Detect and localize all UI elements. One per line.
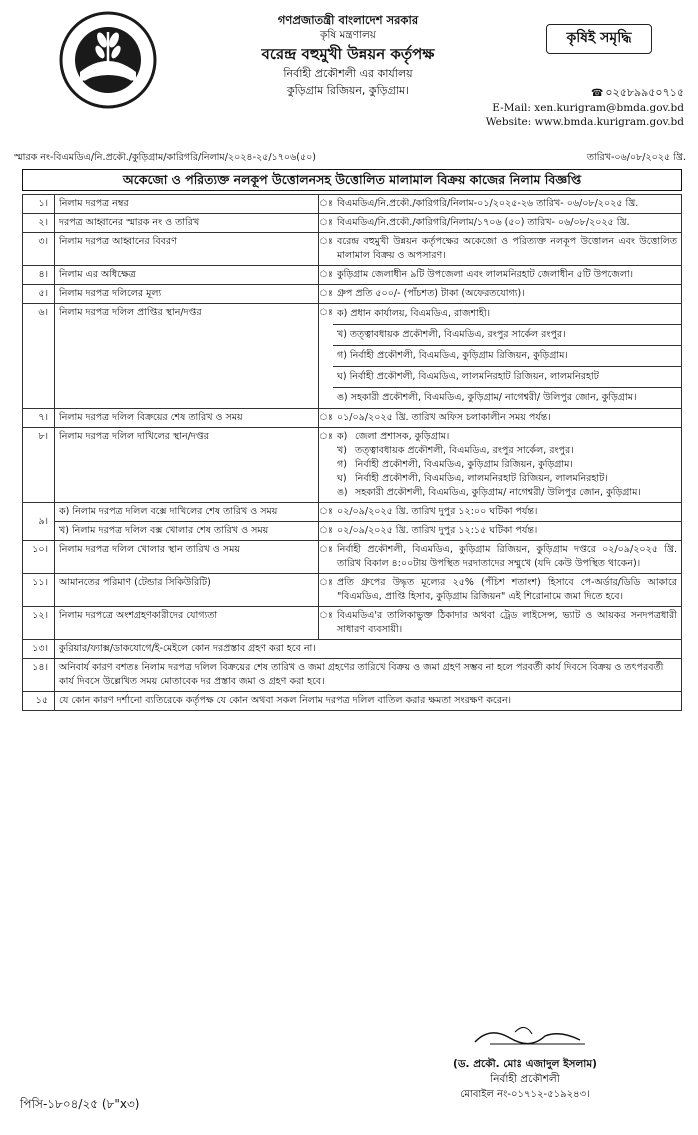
signature-mark — [420, 1018, 630, 1052]
list-item — [337, 458, 677, 472]
row-value: বিএমডিএ/নি.প্রকৌ./কারিগরি/নিলাম-০১/২০২৫-২৬ তারিখ- ০৬/০৮/২০২৫ খ্রি. — [333, 195, 682, 214]
row-value — [333, 304, 682, 409]
row-number: ১৪। — [23, 659, 55, 692]
table-row — [23, 692, 682, 711]
website-line: Website: www.bmda.kurigram.gov.bd — [485, 116, 684, 128]
header-block — [198, 12, 498, 99]
item-key: গ) — [336, 459, 347, 470]
colon: ঃ — [319, 607, 333, 640]
row-value: বিএমডিএ/নি.প্রকৌ./কারিগরি/নিলাম/১৭০৬ (৫০) তারিখ- ০৬/০৮/২০২৫ খ্রি. — [333, 214, 682, 233]
row-number: ৩। — [23, 233, 55, 266]
signatory-mobile: মোবাইল নং-০১৭১২-৫১৯২৪৩। — [460, 1089, 590, 1100]
row-text: কুরিয়ার/ফ্যাক্স/ডাকযোগে/ই-মেইলে কোন দরপ্রস্তাব গ্রহণ করা হবে না। — [55, 640, 682, 659]
phone-line — [486, 86, 684, 101]
table-row — [23, 503, 682, 522]
gov-name: গণপ্রজাতন্ত্রী বাংলাদেশ সরকার — [277, 13, 419, 27]
row-number: ৬। — [23, 304, 55, 409]
colon: ঃ — [319, 409, 333, 428]
colon: ঃ — [319, 503, 333, 522]
signatory-name: (ড. প্রকৌ. মোঃ এজাদুল ইসলাম) — [453, 1058, 597, 1070]
table-row — [23, 428, 682, 503]
colon: ঃ — [319, 428, 333, 503]
row-label: নিলাম দরপত্র নম্বর — [55, 195, 319, 214]
row-text: অনিবার্য কারণ বশতঃ নিলাম দরপত্র দলিল বিক্রয়ের শেষ তারিখ ও জমা গ্রহণের তারিখে বিক্রয় ও জমা গ্রহণ সম্ভব না হলে পরবর্তী কার্য দিবসে বিক্রয় ও তৎপরবর্তী কার্য দিবসে উল্লেখিত সময় মোতাবেক দর প্রস্তাব জমা ও গ্রহণ করা হবে। — [55, 659, 682, 692]
row-label: দরপত্র আহ্বানের স্মারক নং ও তারিখ — [55, 214, 319, 233]
row-value: ০১/০৯/২০২৫ খ্রি. তারিখ অফিস চলাকালীন সময় পর্যন্ত। — [333, 409, 682, 428]
row-number: ৭। — [23, 409, 55, 428]
ministry-name: কৃষি মন্ত্রণালয় — [319, 29, 376, 41]
table-row — [23, 607, 682, 640]
row-value: গ্রুপ প্রতি ৫০০/- (পাঁচশত) টাকা (অফেরতযোগ্য)। — [333, 285, 682, 304]
notice-page — [8, 6, 690, 1128]
colon: ঃ — [319, 266, 333, 285]
table-row — [23, 266, 682, 285]
contact-block — [486, 86, 684, 129]
row-label: খ) নিলাম দরপত্র দলিল বক্স খোলার শেষ তারিখ ও সময় — [55, 522, 319, 541]
row-number: ৪। — [23, 266, 55, 285]
list-item: ঙ) সহকারী প্রকৌশলী, বিএমডিএ, কুড়িগ্রাম/ নাগেশ্বরী/ উলিপুর জোন, কুড়িগ্রাম। — [336, 392, 637, 403]
row-label: ক) নিলাম দরপত্র দলিল বক্সে দাখিলের শেষ তারিখ ও সময় — [55, 503, 319, 522]
item-text: তত্ত্বাবধায়ক প্রকৌশলী, বিএমডিএ, রংপুর সার্কেল, রংপুর। — [354, 445, 574, 456]
table-row — [23, 233, 682, 266]
colon: ঃ — [319, 304, 333, 409]
memo-number: স্মারক নং-বিএমডিএ/নি.প্রকৌ./কুড়িগ্রাম/কারিগরি/নিলাম/২০২৪-২৫/১৭০৬(৫০) — [14, 152, 317, 163]
list-item — [337, 486, 677, 500]
table-row — [23, 195, 682, 214]
item-key: ঙ) — [336, 487, 348, 498]
colon: ঃ — [319, 233, 333, 266]
table-row — [23, 640, 682, 659]
row-number: ৫। — [23, 285, 55, 304]
row-text: যে কোন কারণ দর্শানো ব্যতিরেকে কর্তৃপক্ষ যে কোন অথবা সকল নিলাম দরপত্র দলিল বাতিল করার ক্ষমতা সংরক্ষণ করেন। — [55, 692, 682, 711]
row-number: ১৩। — [23, 640, 55, 659]
office-name: নির্বাহী প্রকৌশলী এর কার্যালয় — [283, 67, 413, 80]
row-label: নিলাম দরপত্র আহ্বানের বিবরণ — [55, 233, 319, 266]
item-key: ক) — [336, 431, 348, 442]
table-row — [23, 214, 682, 233]
item-text: জেলা প্রশাসক, কুড়িগ্রাম। — [354, 431, 450, 442]
item-text: নির্বাহী প্রকৌশলী, বিএমডিএ, কুড়িগ্রাম রিজিয়ন, কুড়িগ্রাম। — [354, 459, 573, 470]
row-value: নির্বাহী প্রকৌশলী, বিএমডিএ, কুড়িগ্রাম রিজিয়ন, কুড়িগ্রাম দপ্তরে ০২/০৯/২০২৫ খ্রি. তারিখ বিকাল ৪:০০টায় উপস্থিত দরদাতাদের সম্মুখে (যদি কেউ উপস্থিত থাকেন)। — [333, 541, 682, 574]
signatory-designation: নির্বাহী প্রকৌশলী — [490, 1073, 560, 1085]
row-number: ১০। — [23, 541, 55, 574]
row-label: নিলাম এর অধিক্ষেত্র — [55, 266, 319, 285]
list-item — [337, 430, 677, 444]
item-key: ঘ) — [336, 473, 347, 484]
row-value: বিএমডিএ'র তালিকাভুক্ত ঠিকাদার অথবা ট্রেড লাইসেন্স, ভ্যাট ও আয়কর সনদপত্রধারী সাধারণ ব্যবসায়ী। — [333, 607, 682, 640]
bmda-logo — [58, 10, 158, 110]
list-item: খ) তত্ত্বাবধায়ক প্রকৌশলী, বিএমডিএ, রংপুর সার্কেল রংপুর। — [333, 325, 681, 346]
row-label: নিলাম দরপত্র দলিল খোলার স্থান তারিখ ও সময় — [55, 541, 319, 574]
table-row — [23, 574, 682, 607]
list-item: ক) প্রধান কার্যালয়, বিএমডিএ, রাজশাহী। — [333, 304, 681, 325]
colon: ঃ — [319, 541, 333, 574]
notice-table — [22, 194, 682, 711]
row-number: ১৫ — [23, 692, 55, 711]
table-row — [23, 285, 682, 304]
authority-name: বরেন্দ্র বহুমুখী উন্নয়ন কর্তৃপক্ষ — [261, 45, 435, 63]
notice-title: অকেজো ও পরিত্যক্ত নলকূপ উত্তোলনসহ উত্তোলিত মালামাল বিক্রয় কাজের নিলাম বিজ্ঞপ্তি — [22, 169, 682, 191]
row-value: ০২/০৯/২০২৫ খ্রি. তারিখ দুপুর ১২:১৫ ঘটিকা পর্যন্ত। — [333, 522, 682, 541]
row-value: প্রতি গ্রুপের উদ্ধৃত মূল্যের ২৫% (পঁচিশ শতাংশ) হিসাবে পে-অর্ডার/ডিডি আকারে "বিএমডিএ, প্রাপ্তি হিসাব, কুড়িগ্রাম রিজিয়ন" এই শিরোনামে জমা দিতে হবে। — [333, 574, 682, 607]
pc-number: পিসি-১৮০৪/২৫ (৮"x৩) — [20, 1097, 140, 1111]
row-value — [333, 428, 682, 503]
row-number: ১২। — [23, 607, 55, 640]
signature-block — [420, 1018, 630, 1102]
row-value: ০২/০৯/২০২৫ খ্রি. তারিখ দুপুর ১২:০০ ঘটিকা পর্যন্ত। — [333, 503, 682, 522]
row-value: কুড়িগ্রাম জেলাধীন ৯টি উপজেলা এবং লালমনিরহাট জেলাধীন ৫টি উপজেলা। — [333, 266, 682, 285]
row-label: নিলাম দরপত্র দলিলের মূল্য — [55, 285, 319, 304]
row-label: নিলাম দরপত্র দলিল প্রাপ্তির স্থান/দপ্তর — [55, 304, 319, 409]
row-value: বরেন্দ্র বহুমুখী উন্নয়ন কর্তৃপক্ষের অকেজো ও পরিত্যক্ত নলকূপ উত্তোলন এবং উত্তোলিত মালামাল বিক্রয় ও অপসারণ। — [333, 233, 682, 266]
memo-date: তারিখ-০৬/০৮/২০২৫ খ্রি. — [586, 152, 686, 163]
item-key: খ) — [336, 445, 347, 456]
memo-row — [14, 151, 686, 166]
email-line: E-Mail: xen.kurigram@bmda.gov.bd — [492, 102, 684, 114]
table-row — [23, 541, 682, 574]
zone-name: কুড়িগ্রাম রিজিয়ন, কুড়িগ্রাম। — [286, 84, 410, 97]
colon: ঃ — [319, 522, 333, 541]
colon: ঃ — [319, 195, 333, 214]
item-text: সহকারী প্রকৌশলী, বিএমডিএ, কুড়িগ্রাম/ নাগেশ্বরী/ উলিপুর জোন, কুড়িগ্রাম। — [354, 487, 641, 498]
row-label: নিলাম দরপত্রে অংশগ্রহণকারীদের যোগ্যতা — [55, 607, 319, 640]
table-row — [23, 304, 682, 409]
table-row — [23, 659, 682, 692]
colon: ঃ — [319, 574, 333, 607]
phone-icon: ☎ — [590, 88, 604, 99]
list-item: গ) নির্বাহী প্রকৌশলী, বিএমডিএ, কুড়িগ্রাম রিজিয়ন, কুড়িগ্রাম। — [333, 346, 681, 367]
item-text: নির্বাহী প্রকৌশলী, বিএমডিএ, লালমনিরহাট রিজিয়ন, লালমনিরহাট। — [354, 473, 608, 484]
list-item — [337, 444, 677, 458]
list-item: ঘ) নির্বাহী প্রকৌশলী, বিএমডিএ, লালমনিরহাট রিজিয়ন, লালমনিরহাট — [333, 367, 681, 388]
list-item — [337, 472, 677, 486]
table-row — [23, 522, 682, 541]
row-number: ২। — [23, 214, 55, 233]
row-number: ৮। — [23, 428, 55, 503]
slogan-box: কৃষিই সমৃদ্ধি — [546, 24, 652, 54]
phone-number: ০২৫৮৯৯৫০৭১৫ — [605, 86, 684, 99]
colon: ঃ — [319, 285, 333, 304]
row-number: ১১। — [23, 574, 55, 607]
table-row — [23, 409, 682, 428]
row-label: নিলাম দরপত্র দলিল দাখিলের স্থান/দপ্তর — [55, 428, 319, 503]
row-number: ১। — [23, 195, 55, 214]
colon: ঃ — [319, 214, 333, 233]
row-label: নিলাম দরপত্র দলিল বিক্রয়ের শেষ তারিখ ও সময় — [55, 409, 319, 428]
row-label: আমানতের পরিমাণ (টেন্ডার সিকিউরিটি) — [55, 574, 319, 607]
row-number: ৯। — [23, 503, 55, 541]
